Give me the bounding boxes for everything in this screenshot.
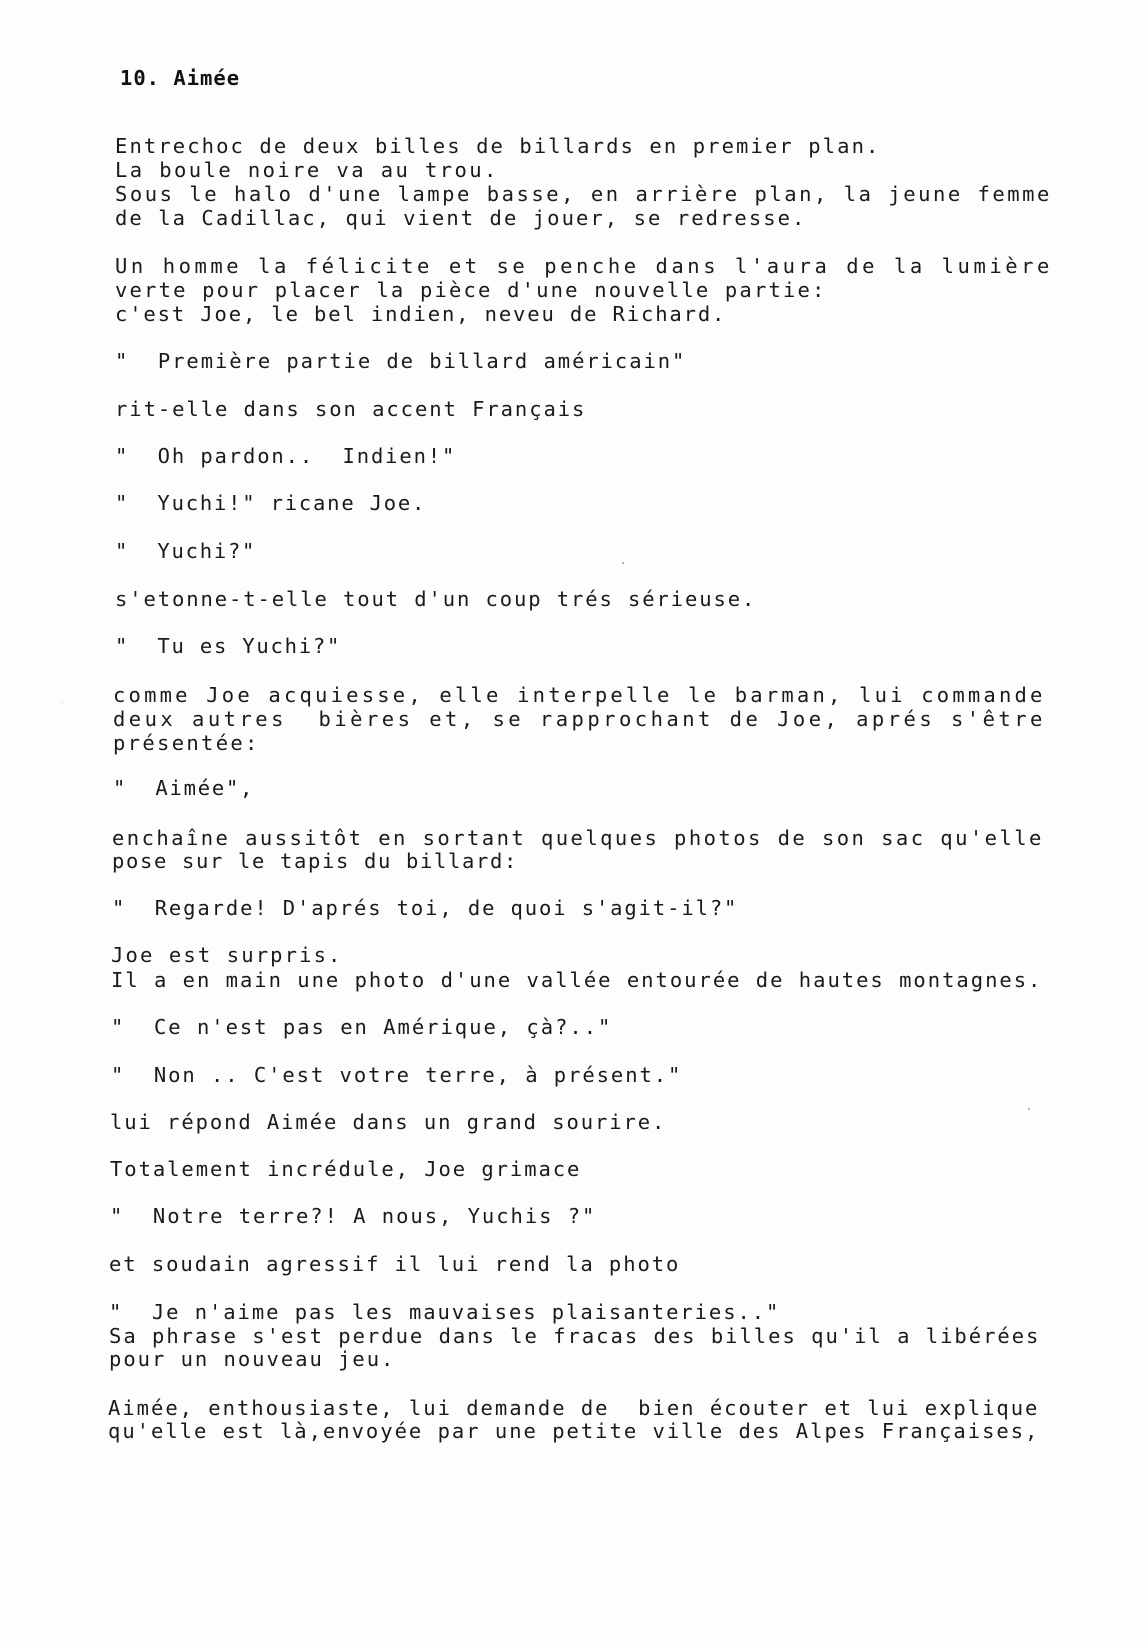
text-line: Entrechoc de deux billes de billards en premier plan.: [115, 134, 881, 158]
scan-speckle: [1028, 1108, 1030, 1110]
text-line: s'etonne-t-elle tout d'un coup trés sérieuse.: [115, 587, 757, 611]
text-line: pose sur le tapis du billard:: [112, 849, 519, 873]
text-line: Il a en main une photo d'une vallée entourée de hautes montagnes.: [111, 968, 1043, 992]
text-line: rit-elle dans son accent Français: [115, 397, 587, 421]
text-line: Joe est surpris.: [111, 943, 343, 967]
text-line: " Ce n'est pas en Amérique, çà?..": [111, 1015, 613, 1039]
text-line: Aimée, enthousiaste, lui demande de bien écouter et lui explique: [108, 1396, 1040, 1420]
scan-speckle: [62, 702, 63, 703]
text-line: verte pour placer la pièce d'une nouvelle partie:: [115, 278, 827, 302]
text-line: Sous le halo d'une lampe basse, en arrière plan, la jeune femme: [115, 182, 1052, 206]
text-line: c'est Joe, le bel indien, neveu de Richard.: [115, 302, 727, 326]
text-line: qu'elle est là,envoyée par une petite ville des Alpes Françaises,: [108, 1419, 1040, 1443]
text-line: présentée:: [113, 731, 260, 755]
text-line: " Oh pardon.. Indien!": [115, 444, 457, 468]
text-line: " Notre terre?! A nous, Yuchis ?": [110, 1204, 597, 1228]
text-line: Un homme la félicite et se penche dans l'aura de la lumière: [115, 254, 1053, 278]
scan-speckle: [622, 562, 624, 564]
text-line: " Non .. C'est votre terre, à présent.": [111, 1063, 683, 1087]
text-line: " Aimée",: [113, 776, 255, 800]
text-line: Totalement incrédule, Joe grimace: [110, 1157, 582, 1181]
text-line: " Je n'aime pas les mauvaises plaisanteries..": [109, 1300, 781, 1324]
chapter-title: 10. Aimée: [120, 66, 241, 90]
text-line: et soudain agressif il lui rend la photo: [109, 1252, 681, 1276]
text-line: " Regarde! D'aprés toi, de quoi s'agit-il?": [112, 896, 739, 920]
text-line: deux autres bières et, se rapprochant de Joe, aprés s'être: [113, 707, 1046, 731]
text-line: La boule noire va au trou.: [115, 158, 499, 182]
text-line: comme Joe acquiesse, elle interpelle le barman, lui commande: [113, 683, 1046, 707]
text-line: " Yuchi?": [115, 539, 257, 563]
text-line: pour un nouveau jeu.: [109, 1347, 396, 1371]
text-line: " Yuchi!" ricane Joe.: [115, 491, 427, 515]
text-line: " Première partie de billard américain": [115, 349, 687, 373]
text-line: de la Cadillac, qui vient de jouer, se redresse.: [115, 206, 807, 230]
text-line: enchaîne aussitôt en sortant quelques photos de son sac qu'elle: [112, 826, 1044, 850]
text-line: lui répond Aimée dans un grand sourire.: [110, 1110, 667, 1134]
text-line: Sa phrase s'est perdue dans le fracas des billes qu'il a libérées: [109, 1324, 1041, 1348]
text-line: " Tu es Yuchi?": [115, 634, 342, 658]
